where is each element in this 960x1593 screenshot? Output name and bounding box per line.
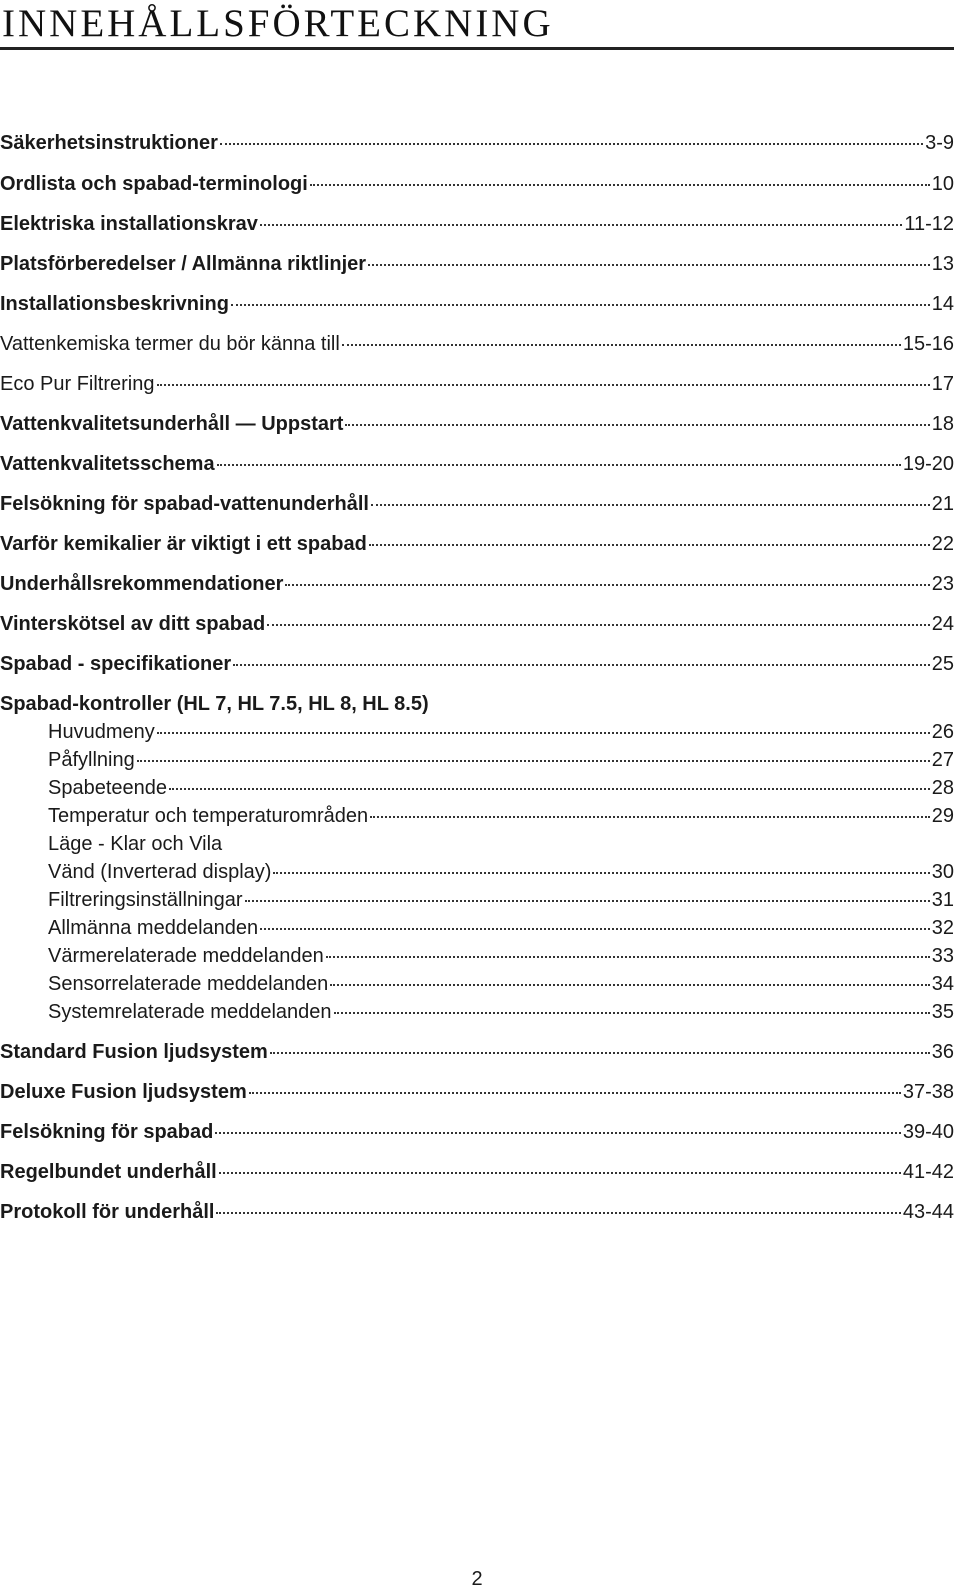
toc-entry-label: Elektriska installationskrav [0, 213, 258, 235]
toc-entry-label: Filtreringsinställningar [48, 889, 243, 911]
toc-entry-page: 33 [931, 945, 954, 967]
toc-entry-label: Temperatur och temperaturområden [48, 805, 369, 827]
toc-entry-label: Protokoll för underhåll [0, 1201, 215, 1223]
toc-entry [0, 691, 954, 717]
toc-entry-label: Läge - Klar och Vila [48, 833, 223, 855]
toc-entry-page: 17 [931, 373, 954, 395]
dot-leader [169, 788, 930, 790]
toc-entry-label: Vinterskötsel av ditt spabad [0, 613, 266, 635]
toc-entry-label: Huvudmeny [48, 721, 155, 743]
toc-entry-label: Varför kemikalier är viktigt i ett spabad [0, 533, 367, 555]
toc-entry [0, 251, 954, 277]
toc-entry-label: Regelbundet underhåll [0, 1161, 217, 1183]
toc-entry [0, 748, 954, 772]
toc-entry-label: Installationsbeskrivning [0, 293, 229, 315]
dot-leader [285, 584, 929, 586]
dot-leader [345, 424, 929, 426]
toc-entry-page: 21 [931, 493, 954, 515]
toc-entry [0, 451, 954, 477]
toc-entry-page: 27 [931, 749, 954, 771]
toc-entry-page: 36 [931, 1041, 954, 1063]
toc-entry-label: Vattenkemiska termer du bör känna till [0, 333, 340, 355]
toc-entry [0, 804, 954, 828]
page-title: INNEHÅLLSFÖRTECKNING [2, 2, 554, 45]
dot-leader [273, 872, 929, 874]
toc-entry [0, 1000, 954, 1024]
toc-entry-page: 23 [931, 573, 954, 595]
toc-entry-page: 18 [931, 413, 954, 435]
toc-entry-page: 31 [931, 889, 954, 911]
toc-entry-label: Spabad-kontroller (HL 7, HL 7.5, HL 8, HL 8.5) [0, 693, 429, 715]
toc-entry-label: Underhållsrekommendationer [0, 573, 284, 595]
toc-entry-page: 10 [931, 173, 954, 195]
toc-entry-label: Platsförberedelser / Allmänna riktlinjer [0, 253, 367, 275]
toc-entry [0, 776, 954, 800]
toc-entry [0, 411, 954, 437]
toc-entry-page: 22 [931, 533, 954, 555]
toc-entry-label: Säkerhetsinstruktioner [0, 132, 218, 154]
toc-entry-page: 14 [931, 293, 954, 315]
dot-leader [220, 143, 923, 145]
toc-entry [0, 1199, 954, 1225]
dot-leader [310, 184, 930, 186]
toc-entry-label: Deluxe Fusion ljudsystem [0, 1081, 247, 1103]
dot-leader [330, 984, 930, 986]
dot-leader [249, 1092, 901, 1094]
toc-entry [0, 171, 954, 197]
toc-entry-label: Ordlista och spabad-terminologi [0, 173, 308, 195]
toc-entry [0, 571, 954, 597]
dot-leader [368, 264, 930, 266]
toc-entry-page: 32 [931, 917, 954, 939]
toc-entry [0, 491, 954, 517]
toc-entry-page: 28 [931, 777, 954, 799]
dot-leader [371, 504, 930, 506]
toc-entry [0, 972, 954, 996]
dot-leader [267, 624, 929, 626]
toc-entry [0, 720, 954, 744]
toc-entry [0, 291, 954, 317]
toc-entry [0, 371, 954, 397]
dot-leader [217, 464, 901, 466]
toc-entry-page: 19-20 [902, 453, 954, 475]
dot-leader [260, 928, 930, 930]
page-number: 2 [471, 1568, 483, 1590]
toc-entry [0, 331, 954, 357]
dot-leader [157, 732, 930, 734]
dot-leader [231, 304, 930, 306]
toc-entry [0, 916, 954, 940]
toc-entry-label: Spabad - specifikationer [0, 653, 232, 675]
toc-entry-page: 13 [931, 253, 954, 275]
toc-entry-page: 29 [931, 805, 954, 827]
toc-entry-page: 35 [931, 1001, 954, 1023]
toc-entry-page: 15-16 [902, 333, 954, 355]
dot-leader [157, 384, 930, 386]
toc-entry-page: 37-38 [902, 1081, 954, 1103]
toc-entry-page: 41-42 [902, 1161, 954, 1183]
title-rule [0, 47, 954, 50]
dot-leader [137, 760, 930, 762]
toc-entry-label: Spabeteende [48, 777, 168, 799]
toc-entry-page: 3-9 [925, 132, 954, 154]
toc-entry [0, 1079, 954, 1105]
toc-entry-label: Felsökning för spabad [0, 1121, 214, 1143]
toc-entry-page: 34 [931, 973, 954, 995]
toc-entry [0, 860, 954, 884]
toc-entry-page: 11-12 [904, 213, 954, 235]
toc-entry [0, 651, 954, 677]
toc-entry [0, 1159, 954, 1185]
toc-entry-page: 39-40 [902, 1121, 954, 1143]
toc-entry-label: Standard Fusion ljudsystem [0, 1041, 268, 1063]
dot-leader [233, 664, 930, 666]
toc-entry [0, 211, 954, 237]
toc-entry-label: Systemrelaterade meddelanden [48, 1001, 332, 1023]
toc-entry-page: 24 [931, 613, 954, 635]
dot-leader [369, 544, 930, 546]
dot-leader [334, 1012, 930, 1014]
toc-entry [0, 1039, 954, 1065]
toc-entry [0, 611, 954, 637]
toc-entry-page: 30 [931, 861, 954, 883]
dot-leader [342, 344, 901, 346]
dot-leader [215, 1132, 900, 1134]
dot-leader [245, 900, 930, 902]
dot-leader [326, 956, 930, 958]
dot-leader [270, 1052, 930, 1054]
toc-entry-label: Vattenkvalitetsschema [0, 453, 215, 475]
toc-entry-page: 43-44 [902, 1201, 954, 1223]
dot-leader [370, 816, 930, 818]
dot-leader [260, 224, 902, 226]
toc-entry [0, 130, 954, 156]
toc-entry [0, 944, 954, 968]
toc-entry-label: Vattenkvalitetsunderhåll — Uppstart [0, 413, 344, 435]
toc-entry-label: Felsökning för spabad-vattenunderhåll [0, 493, 369, 515]
toc-entry-label: Påfyllning [48, 749, 135, 771]
toc-entry-page: 25 [931, 653, 954, 675]
toc-entry [0, 832, 954, 856]
toc-entry-page: 26 [931, 721, 954, 743]
toc-entry-label: Vänd (Inverterad display) [48, 861, 272, 883]
toc-entry [0, 531, 954, 557]
toc-entry [0, 1119, 954, 1145]
toc-entry-label: Värmerelaterade meddelanden [48, 945, 324, 967]
dot-leader [219, 1172, 901, 1174]
toc-entry [0, 888, 954, 912]
toc-entry-label: Eco Pur Filtrering [0, 373, 155, 395]
toc-entry-label: Allmänna meddelanden [48, 917, 259, 939]
toc-entry-label: Sensorrelaterade meddelanden [48, 973, 329, 995]
dot-leader [216, 1212, 900, 1214]
